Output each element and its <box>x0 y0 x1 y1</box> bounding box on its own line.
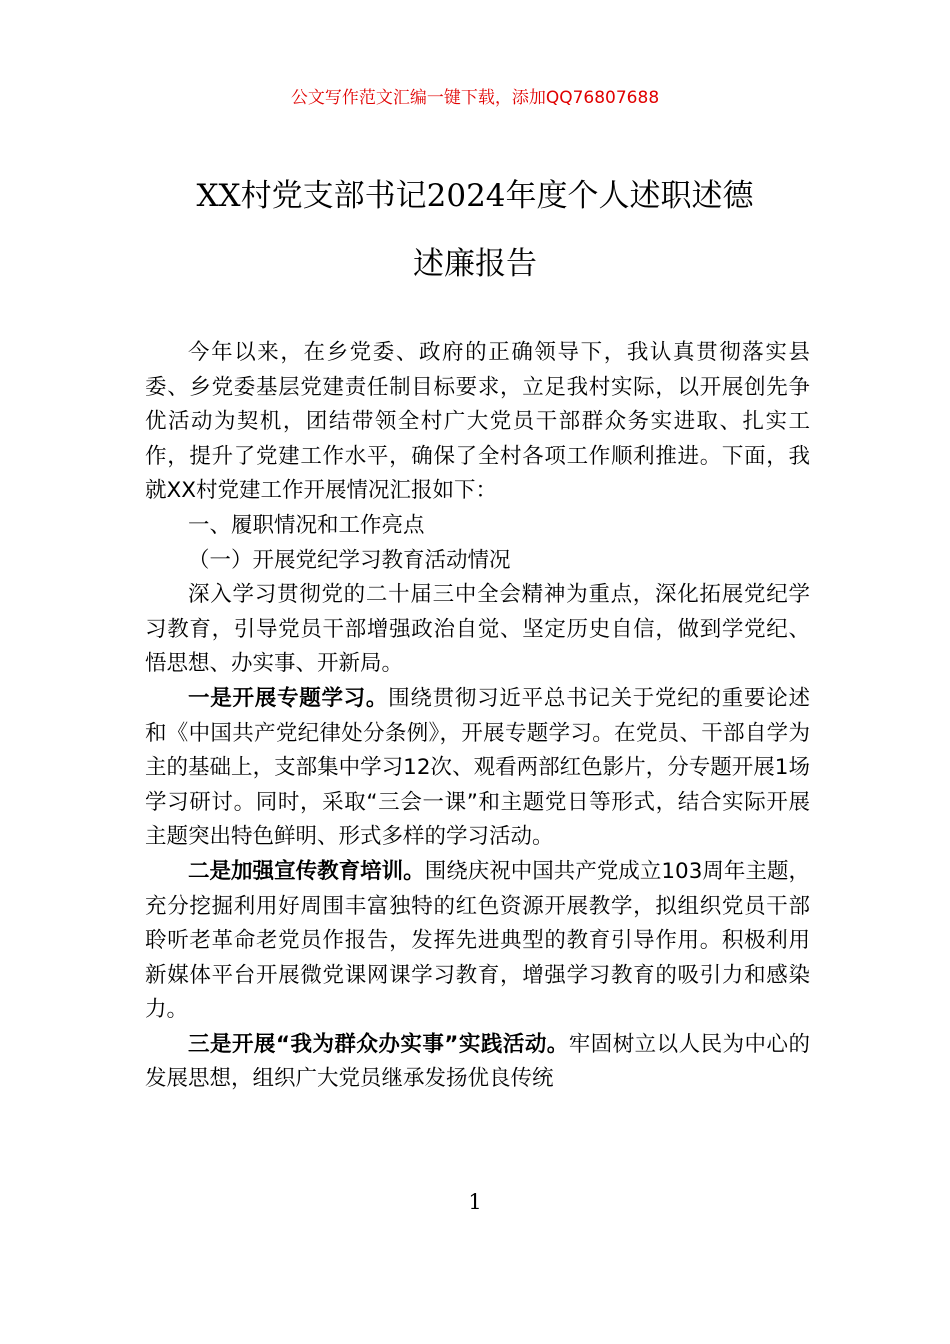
paragraph-lead: 三是开展“我为群众办实事”实践活动。 <box>188 1031 569 1057</box>
paragraph-text: 围绕庆祝中国共产党成立103周年主题，充分挖掘利用好周围丰富独特的红色资源开展教学，拟组织党员干部聆听老革命老党员作报告，发挥先进典型的教育引导作用。积极利用新媒体平台开展微党课网课学习教育，增强学习教育的吸引力和感染力。 <box>145 858 810 1023</box>
paragraph-text: 深入学习贯彻党的二十届三中全会精神为重点，深化拓展党纪学习教育，引导党员干部增强政治自觉、坚定历史自信，做到学党纪、悟思想、办实事、开新局。 <box>145 582 810 677</box>
section-heading-1 <box>145 509 810 544</box>
paragraph-text: 今年以来，在乡党委、政府的正确领导下，我认真贯彻落实县委、乡党委基层党建责任制目标要求，立足我村实际，以开展创先争优活动为契机，团结带领全村广大党员干部群众务实进取、扎实工作，提升了党建工作水平，确保了全村各项工作顺利推进。下面，我就XX村党建工作开展情况汇报如下： <box>145 340 810 504</box>
paragraph-intro <box>145 336 810 509</box>
paragraph-overview <box>145 578 810 682</box>
paragraph-point-1 <box>145 682 810 855</box>
header-banner: 公文写作范文汇编一键下载，添加QQ76807688 <box>290 88 660 108</box>
paragraph-lead: 二是加强宣传教育培训。 <box>188 858 425 884</box>
paragraph-lead: 一是开展专题学习。 <box>188 685 389 711</box>
paragraph-point-3 <box>145 1028 810 1097</box>
document-title-line-1: XX村党支部书记2024年度个人述职述德 <box>196 178 754 214</box>
paragraph-point-2 <box>145 855 810 1028</box>
heading-text: 一、履职情况和工作亮点 <box>188 512 425 538</box>
subsection-heading-1 <box>145 544 810 579</box>
heading-text: （一）开展党纪学习教育活动情况 <box>188 547 511 573</box>
document-body <box>145 336 810 1097</box>
paragraph-text: 牢固树立以人民为中心的发展思想，组织广大党员继承发扬优良传统 <box>145 1031 810 1092</box>
document-title-line-2: 述廉报告 <box>413 246 537 282</box>
page-number: 1 <box>468 1190 482 1214</box>
paragraph-text: 围绕贯彻习近平总书记关于党纪的重要论述和《中国共产党纪律处分条例》，开展专题学习。在党员、干部自学为主的基础上，支部集中学习12次、观看两部红色影片，分专题开展1场学习研讨。同时，采取“三会一课”和主题党日等形式，结合实际开展主题突出特色鲜明、形式多样的学习活动。 <box>145 685 810 850</box>
